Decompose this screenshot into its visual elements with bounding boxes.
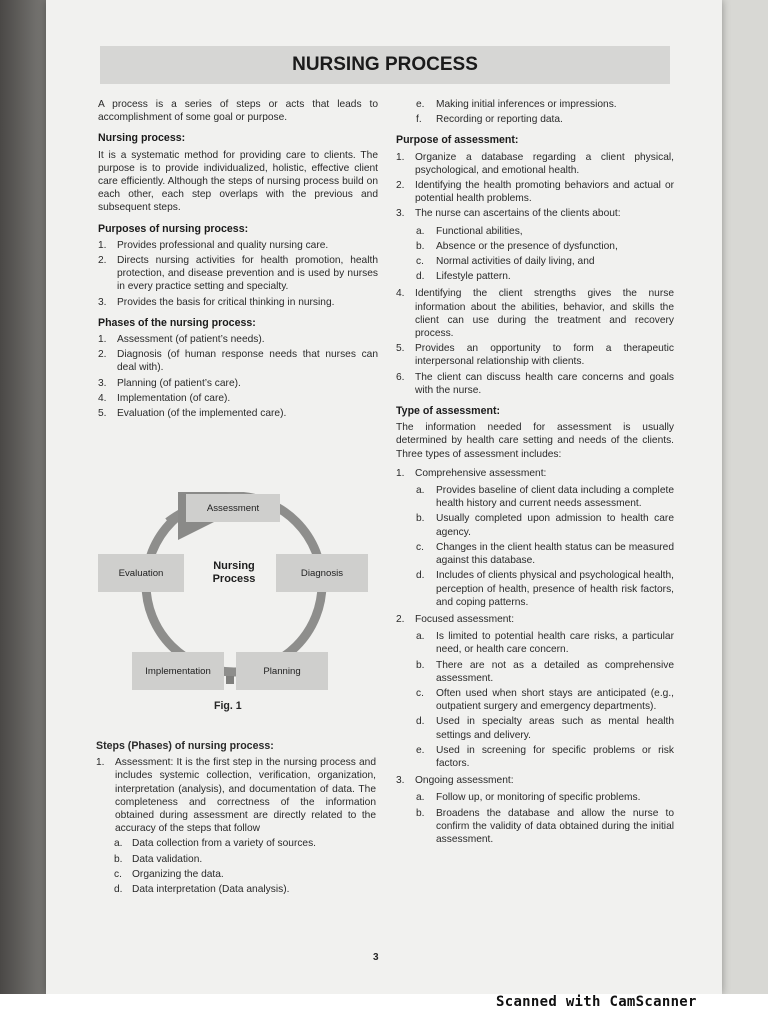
comprehensive-sub-list — [416, 484, 674, 609]
list-item: 3. Provides the basis for critical thinking in nursing. — [98, 296, 335, 308]
list-item: e. Making initial inferences or impressions. — [416, 99, 617, 110]
list-item: 1. Comprehensive assessment: — [396, 467, 547, 479]
list-item: 5. Evaluation (of the implemented care). — [98, 408, 287, 420]
nursing-process-text: It is a systematic method for providing care to clients. The purpose is to provide individualized, holistic, effective client care efficiently. Although the steps of nursing process build on each other, each step overlaps with the previous and subsequent steps. — [98, 149, 378, 214]
right-column — [396, 98, 674, 850]
purpose-assessment-sub-list — [416, 225, 674, 284]
list-item: 1. Assessment: It is the first step in the nursing process and includes systemic collection, verification, organization, interpretation (analysis), and documentation of data. The completeness and correctness of the information obtained during assessment are directly related to the accuracy of the steps that follow — [96, 757, 376, 835]
list-item: d. Data interpretation (Data analysis). — [114, 884, 290, 896]
diagram-center-label: Nursing Process — [212, 560, 256, 585]
list-item: a. Follow up, or monitoring of specific problems. — [416, 792, 641, 804]
list-item: d. Used in specialty areas such as mental health settings and delivery. — [416, 716, 674, 741]
nursing-process-heading: Nursing process: — [98, 132, 186, 145]
list-item: b. Data validation. — [114, 853, 203, 865]
list-item: d. Lifestyle pattern. — [416, 271, 511, 283]
intro-paragraph: A process is a series of steps or acts that leads to accomplishment of some goal or purpose. — [98, 99, 378, 124]
steps-section — [96, 740, 376, 898]
phases-heading: Phases of the nursing process: — [98, 316, 256, 329]
list-item: 2. Focused assessment: — [396, 613, 515, 625]
steps-heading: Steps (Phases) of nursing process: — [96, 740, 274, 752]
type-assessment-heading: Type of assessment: — [396, 405, 501, 418]
list-item: b. There are not as a detailed as comprehensive assessment. — [416, 659, 674, 684]
purpose-assessment-heading: Purpose of assessment: — [396, 134, 519, 147]
list-item: c. Organizing the data. — [114, 868, 224, 880]
list-item: 1. Organize a database regarding a client physical, psychological, and emotional health. — [396, 151, 674, 176]
list-item: c. Changes in the client health status can be measured against this database. — [416, 541, 674, 567]
list-item: 3. Ongoing assessment: — [396, 775, 514, 787]
figure-caption: Fig. 1 — [214, 700, 242, 712]
list-item: 5. Provides an opportunity to form a therapeutic interpersonal relationship with clients. — [396, 343, 674, 368]
assessment-types-list-2 — [396, 613, 674, 626]
assessment-box: Assessment — [186, 494, 280, 522]
purpose-assessment-list — [396, 151, 674, 221]
assessment-types-list-3 — [396, 774, 674, 787]
list-item: b. Usually completed upon admission to health care agency. — [416, 513, 674, 538]
evaluation-box: Evaluation — [98, 554, 184, 592]
list-item: 4. Implementation (of care). — [98, 392, 231, 404]
implementation-box: Implementation — [132, 652, 224, 690]
diagnosis-box: Diagnosis — [276, 554, 368, 592]
purpose-assessment-list-cont — [396, 287, 674, 397]
connector-square-icon — [226, 676, 234, 684]
list-item: 4. Identifying the client strengths gives the nurse information about the abilities, behavior, and skills the client can use during the treatment and recovery process. — [396, 288, 674, 340]
list-item: 3. Planning (of patient’s care). — [98, 377, 241, 389]
focused-sub-list — [416, 630, 674, 770]
continued-list — [416, 98, 674, 126]
scanner-watermark: Scanned with CamScanner — [496, 994, 697, 1010]
purposes-heading: Purposes of nursing process: — [98, 222, 249, 235]
list-item: a. Functional abilities, — [416, 225, 523, 237]
page-title: NURSING PROCESS — [292, 54, 478, 75]
page-number: 3 — [373, 952, 379, 963]
list-item: d. Includes of clients physical and psychological health, perception of health, presence of health risk factors, and coping patterns. — [416, 570, 674, 608]
list-item: b. Absence or the presence of dysfunction, — [416, 240, 618, 252]
purposes-list — [98, 239, 378, 309]
list-item: c. Often used when short stays are anticipated (e.g., outpatient surgery and emergency departments). — [416, 687, 674, 713]
list-item: 6. The client can discuss health care concerns and goals with the nurse. — [396, 371, 674, 396]
list-item: c. Normal activities of daily living, and — [416, 256, 595, 268]
assessment-types-list — [396, 467, 674, 480]
list-item: f. Recording or reporting data. — [416, 114, 563, 126]
list-item: a. Provides baseline of client data including a complete health history and current needs assessment. — [416, 485, 674, 510]
phases-list — [98, 333, 378, 420]
list-item: 3. The nurse can ascertains of the clients about: — [396, 208, 621, 220]
list-item: 1. Assessment (of patient’s needs). — [98, 334, 265, 346]
list-item: a. Is limited to potential health care risks, a particular need, or health care concern. — [416, 631, 674, 656]
list-item: 1. Provides professional and quality nursing care. — [98, 239, 329, 251]
list-item: 2. Identifying the health promoting behaviors and actual or potential health problems. — [396, 180, 674, 205]
list-item: a. Data collection from a variety of sources. — [114, 838, 317, 850]
steps-sub-list — [114, 837, 376, 896]
list-item: 2. Diagnosis (of human response needs that nurses can deal with). — [98, 349, 378, 374]
left-column — [98, 98, 378, 424]
type-assessment-text: The information needed for assessment is usually determined by health care setting and needs of the clients. Three types of assessment includes: — [396, 422, 674, 460]
list-item: b. Broadens the database and allow the nurse to confirm the validity of data obtained during the initial assessment. — [416, 807, 674, 845]
planning-box: Planning — [236, 652, 328, 690]
list-item: 2. Directs nursing activities for health promotion, health protection, and disease prevention and is used by nurses in every practice setting and specialty. — [98, 255, 378, 293]
steps-list — [96, 756, 376, 835]
list-item: e. Used in screening for specific problems or risk factors. — [416, 744, 674, 769]
nursing-process-cycle-diagram — [96, 492, 372, 722]
ongoing-sub-list — [416, 791, 674, 846]
